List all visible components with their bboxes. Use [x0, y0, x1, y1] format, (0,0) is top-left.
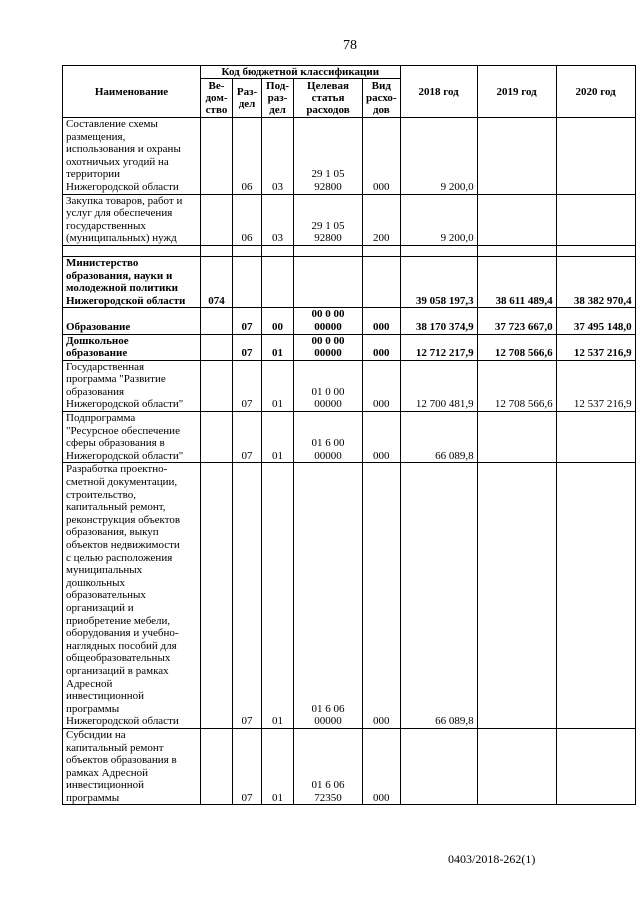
- row-csr: 29 1 05 92800: [294, 118, 363, 195]
- row-2019: [477, 118, 556, 195]
- row-razdel: [233, 256, 262, 307]
- row-name: Подпрограмма "Ресурсное обеспечение сферы образования в Нижегородской области": [63, 412, 201, 463]
- row-podrazdel: 03: [262, 194, 294, 245]
- row-vedomstvo: [201, 118, 233, 195]
- row-name: [63, 245, 201, 256]
- row-name: Составление схемы размещения, использования и охраны охотничьих угодий на территории Нижегородской области: [63, 118, 201, 195]
- table-row: [63, 728, 636, 805]
- row-2019: [477, 412, 556, 463]
- header-2018: 2018 год: [400, 66, 477, 118]
- row-razdel: [233, 245, 262, 256]
- row-csr: 00 0 00 00000: [294, 334, 363, 360]
- row-vid: 000: [363, 412, 401, 463]
- row-vedomstvo: [201, 308, 233, 334]
- row-2019: [477, 245, 556, 256]
- row-2020: [556, 463, 635, 728]
- row-vid: 000: [363, 118, 401, 195]
- row-2018: 9 200,0: [400, 118, 477, 195]
- row-2020: 12 537 216,9: [556, 360, 635, 411]
- row-csr: 01 6 00 00000: [294, 412, 363, 463]
- table-row: [63, 360, 636, 411]
- row-2019: 12 708 566,6: [477, 360, 556, 411]
- table-row: [63, 308, 636, 334]
- row-2019: [477, 194, 556, 245]
- header-podrazdel: Под- раз- дел: [262, 79, 294, 118]
- row-podrazdel: 01: [262, 360, 294, 411]
- row-podrazdel: 01: [262, 728, 294, 805]
- row-2018: 12 700 481,9: [400, 360, 477, 411]
- row-vedomstvo: [201, 463, 233, 728]
- row-podrazdel: [262, 245, 294, 256]
- row-2019: 37 723 667,0: [477, 308, 556, 334]
- row-vid: 000: [363, 463, 401, 728]
- budget-table: [62, 65, 636, 805]
- row-2020: 38 382 970,4: [556, 256, 635, 307]
- row-2018: [400, 245, 477, 256]
- row-2020: [556, 728, 635, 805]
- table-row: [63, 118, 636, 195]
- row-2018: 12 712 217,9: [400, 334, 477, 360]
- row-csr: 01 6 06 72350: [294, 728, 363, 805]
- table-row: [63, 245, 636, 256]
- row-csr: 29 1 05 92800: [294, 194, 363, 245]
- row-2020: 12 537 216,9: [556, 334, 635, 360]
- row-podrazdel: 01: [262, 334, 294, 360]
- row-vedomstvo: [201, 728, 233, 805]
- row-csr: [294, 245, 363, 256]
- row-vid: [363, 256, 401, 307]
- table-row: [63, 334, 636, 360]
- row-name: Государственная программа "Развитие образования Нижегородской области": [63, 360, 201, 411]
- row-2018: 38 170 374,9: [400, 308, 477, 334]
- row-razdel: 06: [233, 194, 262, 245]
- row-name: Разработка проектно- сметной документации, строительство, капитальный ремонт, реконструкция объектов образования, выкуп объектов недвижимости с целью расположения муниципальных дошкольных образовательных организаций и приобретение мебели, оборудования и учебно- наглядных пособий для общеобразовательных организаций в рамках Адресной инвестиционной программы Нижегородской области: [63, 463, 201, 728]
- row-2019: 38 611 489,4: [477, 256, 556, 307]
- document-code: 0403/2018-262(1): [448, 852, 536, 866]
- header-vedomstvo: Ве- дом- ство: [201, 79, 233, 118]
- row-podrazdel: [262, 256, 294, 307]
- row-razdel: 07: [233, 412, 262, 463]
- row-name: Субсидии на капитальный ремонт объектов образования в рамках Адресной инвестиционной программы: [63, 728, 201, 805]
- row-2020: [556, 118, 635, 195]
- row-podrazdel: 01: [262, 463, 294, 728]
- header-vid: Вид расхо- дов: [363, 79, 401, 118]
- row-csr: 00 0 00 00000: [294, 308, 363, 334]
- row-razdel: 07: [233, 360, 262, 411]
- row-vedomstvo: [201, 245, 233, 256]
- row-vid: 000: [363, 728, 401, 805]
- table-row: [63, 463, 636, 728]
- table-row: [63, 256, 636, 307]
- row-2019: [477, 728, 556, 805]
- row-vedomstvo: [201, 360, 233, 411]
- row-2020: [556, 412, 635, 463]
- row-name: Закупка товаров, работ и услуг для обеспечения государственных (муниципальных) нужд: [63, 194, 201, 245]
- row-podrazdel: 00: [262, 308, 294, 334]
- row-2019: [477, 463, 556, 728]
- header-code-group: Код бюджетной классификации: [201, 66, 401, 79]
- row-vid: 200: [363, 194, 401, 245]
- row-vid: 000: [363, 308, 401, 334]
- row-vid: 000: [363, 334, 401, 360]
- header-2019: 2019 год: [477, 66, 556, 118]
- row-2020: [556, 194, 635, 245]
- header-csr: Целевая статья расходов: [294, 79, 363, 118]
- row-2019: 12 708 566,6: [477, 334, 556, 360]
- table-row: [63, 194, 636, 245]
- page-number: 78: [343, 38, 357, 53]
- row-vedomstvo: [201, 412, 233, 463]
- row-2020: [556, 245, 635, 256]
- row-razdel: 07: [233, 308, 262, 334]
- table-row: [63, 412, 636, 463]
- row-name: Министерство образования, науки и молодежной политики Нижегородской области: [63, 256, 201, 307]
- row-2018: 39 058 197,3: [400, 256, 477, 307]
- row-2018: [400, 728, 477, 805]
- row-razdel: 07: [233, 463, 262, 728]
- row-razdel: 06: [233, 118, 262, 195]
- row-razdel: 07: [233, 728, 262, 805]
- header-2020: 2020 год: [556, 66, 635, 118]
- row-2020: 37 495 148,0: [556, 308, 635, 334]
- row-vid: 000: [363, 360, 401, 411]
- row-2018: 66 089,8: [400, 463, 477, 728]
- row-name: Дошкольное образование: [63, 334, 201, 360]
- header-name: Наименование: [63, 66, 201, 118]
- row-podrazdel: 01: [262, 412, 294, 463]
- row-2018: 9 200,0: [400, 194, 477, 245]
- row-vedomstvo: [201, 334, 233, 360]
- row-razdel: 07: [233, 334, 262, 360]
- row-csr: 01 6 06 00000: [294, 463, 363, 728]
- row-vedomstvo: 074: [201, 256, 233, 307]
- row-2018: 66 089,8: [400, 412, 477, 463]
- header-row-1: [63, 66, 636, 79]
- row-vid: [363, 245, 401, 256]
- row-csr: [294, 256, 363, 307]
- row-name: Образование: [63, 308, 201, 334]
- row-csr: 01 0 00 00000: [294, 360, 363, 411]
- header-razdel: Раз- дел: [233, 79, 262, 118]
- row-vedomstvo: [201, 194, 233, 245]
- row-podrazdel: 03: [262, 118, 294, 195]
